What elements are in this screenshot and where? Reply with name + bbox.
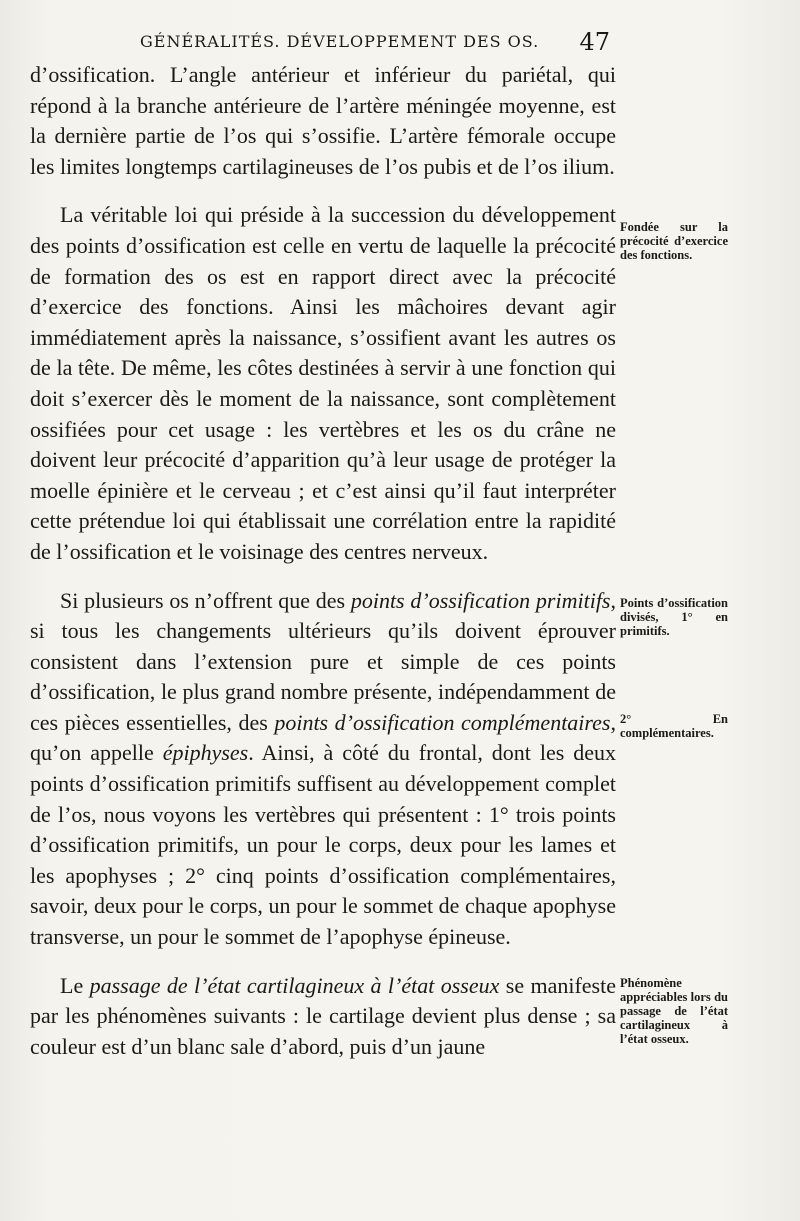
margin-note-points-divises: Points d’ossification divisés, 1° en primitifs.: [620, 596, 728, 638]
paragraph: [30, 971, 616, 1063]
paragraph: [30, 586, 616, 953]
text-run: , si tous les changements ultérieurs qu’ils doivent éprouver consistent dans l’extension pure et simple de ces points d’ossification, le plus grand nombre présente, indépendamment de ces pièces essentielles, des: [30, 587, 616, 735]
margin-note-fondee: Fondée sur la précocité d’exercice des fonctions.: [620, 220, 728, 262]
text-run: se manifeste par les phénomènes suivants : le cartilage devient plus dense ; sa couleur est d’un blanc sale d’abord, puis d’un jaune: [30, 972, 616, 1059]
running-title: GÉNÉRALITÉS. DÉVELOPPEMENT DES OS.: [140, 32, 540, 51]
text-run: d’ossification. L’angle antérieur et inférieur du pariétal, qui répond à la branche antérieure de l’artère méningée moyenne, est la dernière partie de l’os qui s’ossifie. L’artère fémorale occupe les limites longtemps cartilagineuses de l’os pubis et de l’os ilium.: [30, 62, 616, 179]
text-run: . Ainsi, à côté du frontal, dont les deux points d’ossification primitifs suffisent au développement complet de l’os, nous voyons les vertèbres qui présentent : 1° trois points d’ossification primitifs, un pour le corps, deux pour les lames et les apophyses ; 2° cinq points d’ossification complémentaires, savoir, deux pour le corps, un pour le sommet de chaque apophyse transverse, un pour le sommet de l’apophyse épineuse.: [30, 740, 616, 950]
page-number: 47: [579, 28, 610, 56]
text-run: , qu’on appelle: [30, 709, 616, 766]
margin-note-phenomene: Phénomène appréciables lors du passage de l’état cartilagineux à l’état osseux.: [620, 976, 728, 1046]
italic-term: points d’ossification complémentaires: [274, 709, 611, 735]
text-run: Si plusieurs os n’offrent que des: [60, 587, 351, 613]
italic-term: points d’ossification primitifs: [350, 587, 611, 613]
margin-note-complementaires: 2° En complémentaires.: [620, 712, 728, 740]
italic-term: épiphyses: [162, 740, 249, 766]
paragraph: [30, 200, 616, 567]
text-run: Le: [60, 972, 90, 998]
italic-term: passage de l’état cartilagineux à l’état osseux: [89, 972, 500, 998]
main-text: [30, 60, 616, 1080]
paragraph: [30, 60, 616, 182]
text-run: La véritable loi qui préside à la succession du développement des points d’ossification est celle en vertu de laquelle la précocité de formation des os est en rapport direct avec la précocité d’exercice des fonctions. Ainsi les mâchoires devant agir immédiatement après la naissance, s’ossifient avant les autres os de la tête. De même, les côtes destinées à servir à une fonction qui doit s’exercer dès le moment de la naissance, sont complètement ossifiées pour cet usage : les vertèbres et les os du crâne ne doivent leur précocité d’apparition qu’à leur usage de protéger la moelle épinière et le cerveau ; et c’est ainsi qu’il faut interpréter cette prétendue loi qui établissait une corrélation entre la rapidité de l’ossification et le voisinage des centres nerveux.: [30, 202, 616, 564]
